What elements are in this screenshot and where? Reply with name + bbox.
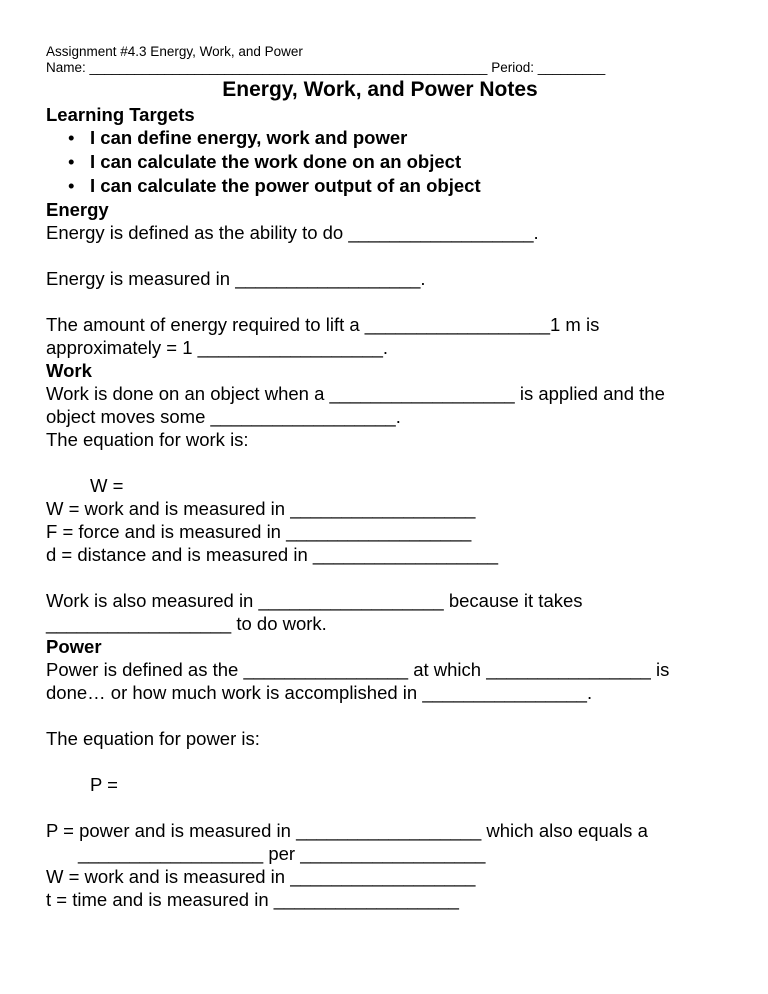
page-title: Energy, Work, and Power Notes bbox=[222, 78, 538, 101]
learning-targets-list bbox=[46, 126, 736, 198]
work-var-f: F = force and is measured in __________________ bbox=[46, 521, 472, 542]
work-equation: W = bbox=[90, 475, 124, 496]
learning-target-item: • I can calculate the power output of an object bbox=[68, 175, 481, 196]
work-var-w: W = work and is measured in __________________ bbox=[46, 498, 476, 519]
name-period-line: Name: _____________________________________________________ Period: _________ bbox=[46, 60, 606, 75]
learning-targets-heading: Learning Targets bbox=[46, 104, 195, 125]
energy-definition: Energy is defined as the ability to do __________________. bbox=[46, 222, 539, 243]
work-units-line2: __________________ to do work. bbox=[46, 613, 327, 634]
work-var-d: d = distance and is measured in __________________ bbox=[46, 544, 499, 565]
power-equation-label: The equation for power is: bbox=[46, 728, 260, 749]
power-definition-line1: Power is defined as the ________________ at which ________________ is bbox=[46, 659, 670, 680]
learning-target-item: • I can calculate the work done on an object bbox=[68, 151, 462, 172]
work-definition-line2: object moves some __________________. bbox=[46, 406, 401, 427]
bullet-icon: • bbox=[68, 175, 75, 196]
assignment-label: Assignment #4.3 Energy, Work, and Power bbox=[46, 44, 303, 59]
energy-lift-line: The amount of energy required to lift a __________________1 m is bbox=[46, 314, 600, 335]
work-heading: Work bbox=[46, 360, 92, 381]
bullet-icon: • bbox=[68, 127, 75, 148]
power-var-w: W = work and is measured in __________________ bbox=[46, 866, 476, 887]
bullet-icon: • bbox=[68, 151, 75, 172]
energy-heading: Energy bbox=[46, 199, 109, 220]
power-var-t: t = time and is measured in __________________ bbox=[46, 889, 459, 910]
energy-units: Energy is measured in __________________. bbox=[46, 268, 426, 289]
work-definition-line1: Work is done on an object when a __________________ is applied and the bbox=[46, 383, 665, 404]
work-units-line1: Work is also measured in __________________ because it takes bbox=[46, 590, 583, 611]
learning-target-item: • I can define energy, work and power bbox=[68, 127, 408, 148]
power-var-p: P = power and is measured in __________________ which also equals a bbox=[46, 820, 648, 841]
power-heading: Power bbox=[46, 636, 102, 657]
worksheet-page bbox=[46, 44, 736, 911]
energy-lift-approx: approximately = 1 __________________. bbox=[46, 337, 389, 358]
power-equation: P = bbox=[90, 774, 118, 795]
power-definition-line2: done… or how much work is accomplished in ________________. bbox=[46, 682, 593, 703]
power-var-p-cont: __________________ per __________________ bbox=[78, 843, 486, 864]
work-equation-label: The equation for work is: bbox=[46, 429, 249, 450]
